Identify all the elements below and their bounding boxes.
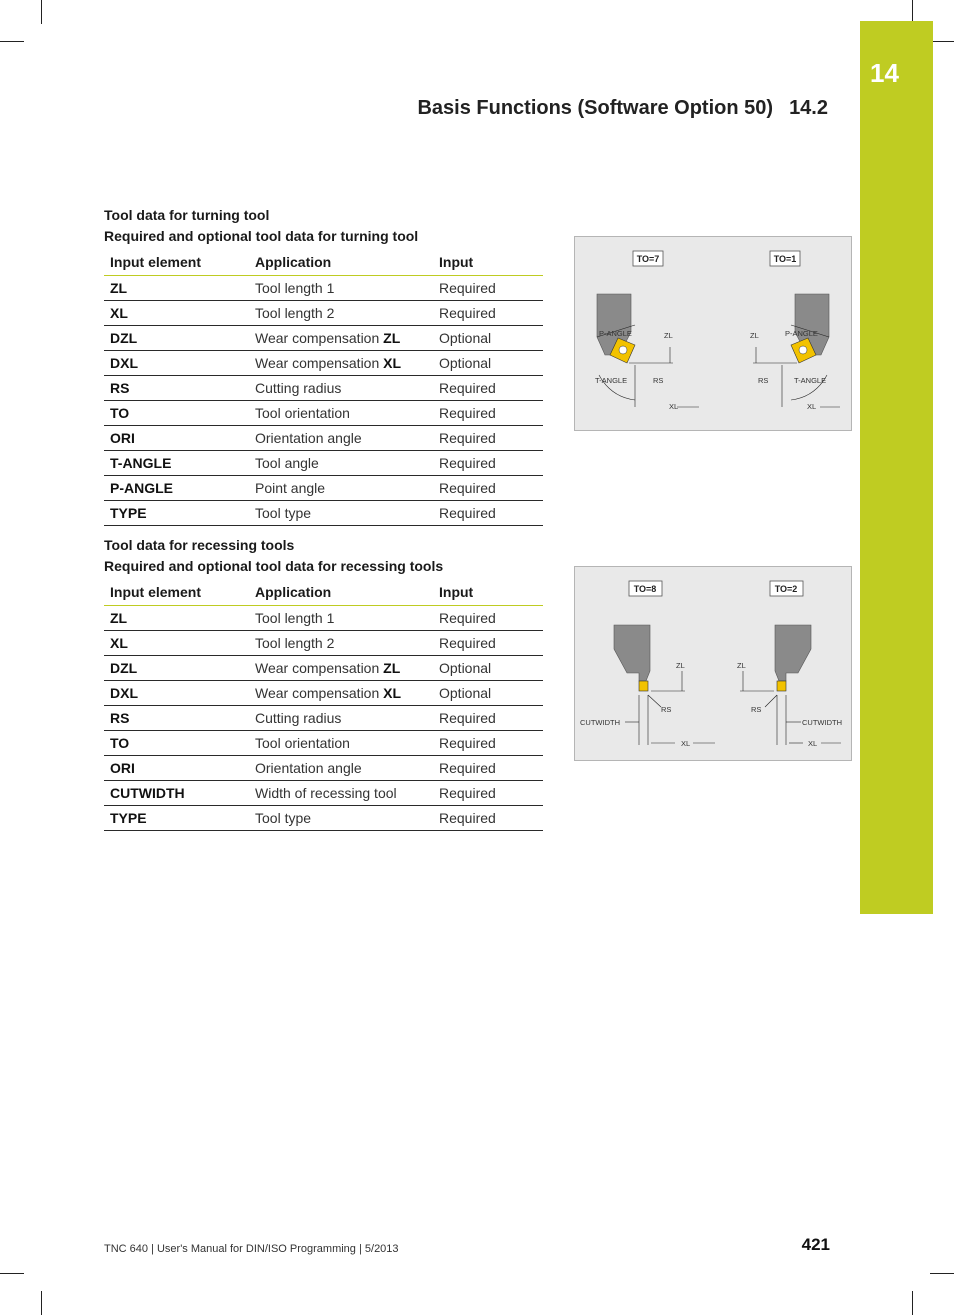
application — [249, 326, 433, 351]
table-header-row — [104, 249, 543, 276]
input-element: DXL — [104, 351, 249, 376]
crop-mark — [0, 1273, 24, 1274]
table-row — [104, 656, 543, 681]
table-row — [104, 326, 543, 351]
table-row — [104, 706, 543, 731]
input-element: TYPE — [104, 806, 249, 831]
rs-label: RS — [653, 376, 664, 385]
page-number: 421 — [801, 1235, 830, 1254]
page-header — [417, 97, 828, 120]
input-value: Required — [433, 301, 543, 326]
application-bold: ZL — [383, 330, 401, 346]
application — [249, 706, 433, 731]
header-title: Basis Functions (Software Option 50) — [417, 97, 774, 119]
input-element: RS — [104, 376, 249, 401]
application-text: Wear compensation — [255, 355, 380, 371]
table-row — [104, 351, 543, 376]
orientation-label-left: TO=8 — [633, 584, 657, 594]
crop-mark — [912, 1291, 913, 1315]
application — [249, 476, 433, 501]
input-value: Optional — [433, 351, 543, 376]
tool-holder-right — [775, 625, 811, 681]
application-text: Wear compensation — [255, 660, 380, 676]
t-angle-label: T-ANGLE — [794, 376, 827, 385]
input-element: T-ANGLE — [104, 451, 249, 476]
xl-label: XL — [669, 402, 679, 411]
application — [249, 426, 433, 451]
recessing-table-caption: Required and optional tool data for recessing tools — [104, 558, 444, 574]
column-header: Input — [433, 579, 543, 606]
application-text: Tool type — [255, 505, 312, 521]
turning-heading: Tool data for turning tool — [104, 207, 270, 223]
turning-table-caption: Required and optional tool data for turning tool — [104, 228, 419, 244]
zl-label: ZL — [750, 331, 759, 340]
input-element: XL — [104, 631, 249, 656]
rs-label: RS — [758, 376, 769, 385]
dimension-line — [648, 695, 661, 707]
table-row — [104, 781, 543, 806]
input-value: Required — [433, 501, 543, 526]
input-value: Required — [433, 781, 543, 806]
cutwidth-label: CUTWIDTH — [802, 718, 842, 727]
insert-hole-left — [619, 346, 627, 354]
turning-tool-figure — [574, 236, 852, 431]
table-row — [104, 426, 543, 451]
application — [249, 276, 433, 301]
input-element: ZL — [104, 276, 249, 301]
dimension-line — [765, 695, 777, 707]
crop-mark — [41, 0, 42, 24]
application-text: Wear compensation — [255, 685, 380, 701]
application — [249, 376, 433, 401]
application — [249, 681, 433, 706]
xl-label: XL — [681, 739, 691, 748]
input-value: Required — [433, 426, 543, 451]
input-element: DZL — [104, 656, 249, 681]
crop-mark — [930, 1273, 954, 1274]
application-text: Tool angle — [255, 455, 319, 471]
footer-text: TNC 640 | User's Manual for DIN/ISO Programming | 5/2013 — [104, 1243, 399, 1255]
rs-label: RS — [751, 705, 762, 714]
table-row — [104, 451, 543, 476]
table-row — [104, 731, 543, 756]
recessing-tool-table — [104, 579, 543, 831]
zl-label: ZL — [664, 331, 673, 340]
zl-label: ZL — [676, 661, 685, 670]
orientation-label-left: TO=7 — [636, 254, 660, 264]
application — [249, 781, 433, 806]
crop-mark — [930, 41, 954, 42]
application-text: Cutting radius — [255, 380, 342, 396]
input-value: Required — [433, 706, 543, 731]
crop-mark — [41, 1291, 42, 1315]
input-element: DZL — [104, 326, 249, 351]
column-header: Input — [433, 249, 543, 276]
table-row — [104, 681, 543, 706]
application — [249, 501, 433, 526]
recessing-heading: Tool data for recessing tools — [104, 537, 295, 553]
application-text: Tool length 1 — [255, 610, 335, 626]
application-text: Wear compensation — [255, 330, 380, 346]
insert-right — [777, 681, 786, 691]
recessing-tool-figure — [574, 566, 852, 761]
header-section: 14.2 — [789, 97, 828, 119]
application — [249, 451, 433, 476]
application — [249, 656, 433, 681]
table-row — [104, 501, 543, 526]
insert-hole-right — [799, 346, 807, 354]
p-angle-label: P-ANGLE — [599, 329, 632, 338]
xl-label: XL — [807, 402, 817, 411]
application — [249, 631, 433, 656]
orientation-label-right: TO=2 — [774, 584, 798, 594]
orientation-label-right: TO=1 — [773, 254, 797, 264]
table-row — [104, 376, 543, 401]
application-bold: XL — [383, 355, 402, 371]
application — [249, 731, 433, 756]
input-value: Optional — [433, 656, 543, 681]
application-text: Tool length 1 — [255, 280, 335, 296]
input-value: Required — [433, 631, 543, 656]
application — [249, 351, 433, 376]
table-row — [104, 606, 543, 631]
input-value: Required — [433, 476, 543, 501]
input-element: DXL — [104, 681, 249, 706]
application-text: Orientation angle — [255, 430, 362, 446]
input-element: P-ANGLE — [104, 476, 249, 501]
input-element: CUTWIDTH — [104, 781, 249, 806]
input-element: RS — [104, 706, 249, 731]
t-angle-label: T-ANGLE — [595, 376, 628, 385]
tool-holder-left — [614, 625, 650, 681]
column-header: Input element — [104, 579, 249, 606]
input-value: Required — [433, 806, 543, 831]
input-element: TO — [104, 401, 249, 426]
chapter-number: 14 — [870, 58, 899, 88]
crop-mark — [0, 41, 24, 42]
application — [249, 806, 433, 831]
input-value: Optional — [433, 326, 543, 351]
input-value: Optional — [433, 681, 543, 706]
table-row — [104, 756, 543, 781]
chapter-tab — [860, 21, 933, 914]
application-text: Tool orientation — [255, 405, 350, 421]
table-header-row — [104, 579, 543, 606]
application — [249, 401, 433, 426]
input-element: XL — [104, 301, 249, 326]
application — [249, 756, 433, 781]
input-value: Required — [433, 731, 543, 756]
application — [249, 301, 433, 326]
table-row — [104, 301, 543, 326]
application-text: Tool length 2 — [255, 305, 335, 321]
table-row — [104, 806, 543, 831]
application-bold: XL — [383, 685, 402, 701]
table-row — [104, 401, 543, 426]
input-value: Required — [433, 401, 543, 426]
column-header: Application — [249, 579, 433, 606]
input-element: ORI — [104, 756, 249, 781]
p-angle-label: P-ANGLE — [785, 329, 818, 338]
application-text: Tool length 2 — [255, 635, 335, 651]
xl-label: XL — [808, 739, 818, 748]
application-text: Tool type — [255, 810, 312, 826]
input-value: Required — [433, 756, 543, 781]
cutwidth-label: CUTWIDTH — [580, 718, 620, 727]
application-bold: ZL — [383, 660, 401, 676]
input-element: ZL — [104, 606, 249, 631]
input-value: Required — [433, 451, 543, 476]
application-text: Point angle — [255, 480, 326, 496]
table-row — [104, 476, 543, 501]
column-header: Application — [249, 249, 433, 276]
input-element: TO — [104, 731, 249, 756]
turning-tool-table — [104, 249, 543, 526]
application-text: Tool orientation — [255, 735, 350, 751]
input-element: TYPE — [104, 501, 249, 526]
application-text: Cutting radius — [255, 710, 342, 726]
input-value: Required — [433, 376, 543, 401]
column-header: Input element — [104, 249, 249, 276]
zl-label: ZL — [737, 661, 746, 670]
application-text: Orientation angle — [255, 760, 362, 776]
application — [249, 606, 433, 631]
insert-left — [639, 681, 648, 691]
rs-label: RS — [661, 705, 672, 714]
table-row — [104, 631, 543, 656]
table-row — [104, 276, 543, 301]
input-value: Required — [433, 606, 543, 631]
input-value: Required — [433, 276, 543, 301]
application-text: Width of recessing tool — [255, 785, 397, 801]
input-element: ORI — [104, 426, 249, 451]
